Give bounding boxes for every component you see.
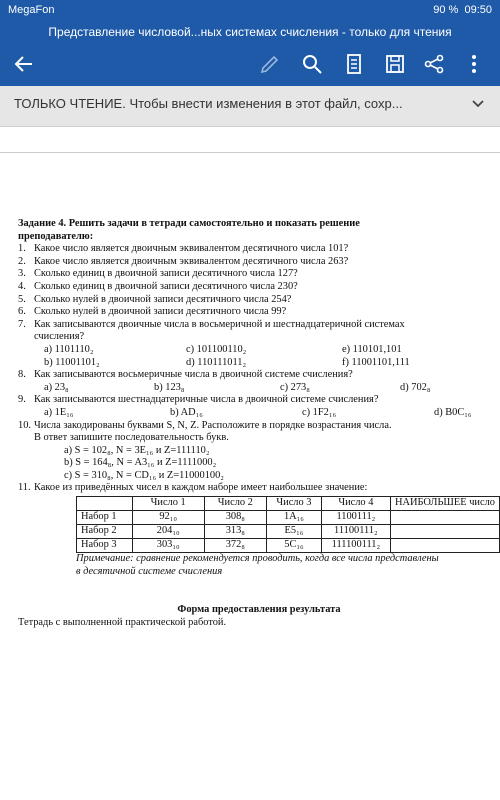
item-text: Сколько единиц в двоичной записи десятичного числа 230?: [34, 280, 298, 292]
option: a) 1E₁₆: [44, 406, 74, 418]
carrier-label: MegaFon: [8, 4, 55, 16]
item-number: 10.: [18, 419, 31, 431]
table-header-row: [77, 497, 500, 511]
list-item: [18, 369, 500, 382]
item-number: 8.: [18, 369, 26, 381]
table-cell: 11100111₂: [321, 525, 390, 539]
item-text: Как записываются шестнадцатеричные числа в двоичной системе счисления?: [34, 394, 379, 406]
item-number: 7.: [18, 318, 26, 330]
item-text: Как записываются двоичные числа в восьмеричной и шестнадцатеричной системах: [34, 318, 405, 330]
option: d) B0C₁₆: [434, 406, 472, 418]
item-text: Какое из приведённых чисел в каждом наборе имеет наибольшее значение:: [34, 482, 368, 494]
option: c) 1F2₁₆: [302, 406, 337, 418]
table-cell: [391, 539, 500, 553]
item-text: Как записываются восьмеричные числа в двоичной системе счисления?: [34, 369, 353, 381]
status-right: [433, 4, 492, 16]
table-cell: 313₈: [204, 525, 267, 539]
table-cell: 111100111₂: [321, 539, 390, 553]
table-cell: 1A₁₆: [267, 511, 322, 525]
page-divider: [0, 152, 500, 153]
item-number: 2.: [18, 255, 26, 267]
option: a) 1101110₂: [44, 343, 94, 355]
table-cell: 92₁₀: [132, 511, 204, 525]
options-row: [18, 344, 500, 357]
table-cell: [391, 525, 500, 539]
item-number: 11.: [18, 482, 31, 494]
option: b) 11001101₂: [44, 356, 100, 368]
list-item: [18, 482, 500, 495]
list-item: [18, 306, 500, 319]
item-text-continued: В ответ запишите последовательность букв.: [34, 432, 229, 444]
options-row: [18, 407, 500, 420]
table-header-cell: Число 1: [132, 497, 204, 511]
document-page: [18, 218, 500, 629]
reading-view-icon[interactable]: [342, 52, 366, 76]
item-text-continued: счисления?: [34, 331, 85, 343]
result-text: Тетрадь с выполненной практической работой.: [18, 616, 227, 628]
edit-pencil-icon[interactable]: [258, 52, 282, 76]
comparison-table: [76, 496, 500, 553]
list-item: [18, 394, 500, 407]
table-cell: Набор 2: [77, 525, 133, 539]
item-text: Сколько нулей в двоичной записи десятичного числа 254?: [34, 293, 292, 305]
option: b) 123₈: [154, 381, 185, 393]
table-row: [77, 525, 500, 539]
chevron-down-icon[interactable]: [470, 96, 486, 112]
option: c) 101100110₂: [186, 343, 247, 355]
table-header-cell: Число 4: [321, 497, 390, 511]
item-number: 1.: [18, 243, 26, 255]
list-item: [18, 268, 500, 281]
list-item: [18, 294, 500, 307]
note-line2: в десятичной системе счисления: [76, 565, 223, 577]
table-cell: 5C₁₆: [267, 539, 322, 553]
status-bar: [0, 0, 500, 22]
result-heading: Форма предоставления результата: [177, 604, 341, 616]
option: b) AD₁₆: [170, 406, 203, 418]
table-header-cell: [77, 497, 133, 511]
option: b) S = 164₈, N = A3₁₆ и Z=1111000₂: [64, 457, 217, 469]
item-number: 9.: [18, 394, 26, 406]
table-cell: Набор 1: [77, 511, 133, 525]
list-item: [18, 319, 500, 332]
list-item: [18, 281, 500, 294]
list-item: [18, 420, 500, 433]
table-cell: Набор 3: [77, 539, 133, 553]
option: a) S = 102₈, N = 3E₁₆ и Z=111110₂: [64, 444, 210, 456]
item-text: Сколько единиц в двоичной записи десятичного числа 127?: [34, 268, 298, 280]
option: c) S = 310₈, N = CD₁₆ и Z=11000100₂: [64, 469, 224, 481]
battery-label: 90 %: [433, 4, 459, 16]
note-line1: Примечание: сравнение рекомендуется проводить, когда все числа представлены: [76, 553, 439, 565]
options-row: [18, 382, 500, 395]
item-text: Какое число является двоичным эквивалентом десятичного числа 101?: [34, 243, 349, 255]
table-cell: E5₁₆: [267, 525, 322, 539]
table-cell: 1100111₂: [321, 511, 390, 525]
task-heading-line1: Задание 4. Решить задачи в тетради самостоятельно и показать решение: [18, 218, 360, 229]
table-cell: 308₈: [204, 511, 267, 525]
table-cell: 204₁₀: [132, 525, 204, 539]
option: d) 110111011₂: [186, 356, 247, 368]
option: f) 11001101,111: [342, 356, 410, 368]
table-cell: [391, 511, 500, 525]
table-header-cell: Число 3: [267, 497, 322, 511]
item-number: 5.: [18, 293, 26, 305]
clock-label: 09:50: [464, 4, 492, 16]
item-number: 6.: [18, 306, 26, 318]
read-only-banner[interactable]: [0, 86, 500, 127]
option: d) 702₈: [400, 381, 431, 393]
table-cell: 303₁₀: [132, 539, 204, 553]
item-text: Числа закодированы буквами S, N, Z. Расположите в порядке возрастания числа.: [34, 419, 392, 431]
item-text: Сколько нулей в двоичной записи десятичного числа 99?: [34, 306, 287, 318]
save-icon[interactable]: [383, 52, 407, 76]
task-heading-line2: преподавателю:: [18, 230, 94, 242]
table-row: [77, 511, 500, 525]
table-row: [77, 539, 500, 553]
share-icon[interactable]: [422, 52, 446, 76]
item-number: 4.: [18, 280, 26, 292]
options-row: [18, 357, 500, 370]
table-header-cell: НАИБОЛЬШЕЕ число: [391, 497, 500, 511]
app-toolbar: [0, 42, 500, 86]
read-only-message: ТОЛЬКО ЧТЕНИЕ. Чтобы внести изменения в этот файл, сохр...: [14, 96, 403, 111]
item-text: Какое число является двоичным эквивалентом десятичного числа 263?: [34, 255, 349, 267]
option: a) 23₈: [44, 381, 69, 393]
search-icon[interactable]: [300, 52, 324, 76]
item-number: 3.: [18, 268, 26, 280]
more-options-icon[interactable]: [462, 52, 486, 76]
back-arrow-icon[interactable]: [12, 52, 36, 76]
list-item: [18, 243, 500, 256]
list-item: [18, 256, 500, 269]
document-title: Представление числовой...ных системах счисления - только для чтения: [0, 22, 500, 42]
table-cell: 372₈: [204, 539, 267, 553]
table-header-cell: Число 2: [204, 497, 267, 511]
option: c) 273₈: [280, 381, 310, 393]
option: e) 110101,101: [342, 343, 402, 355]
